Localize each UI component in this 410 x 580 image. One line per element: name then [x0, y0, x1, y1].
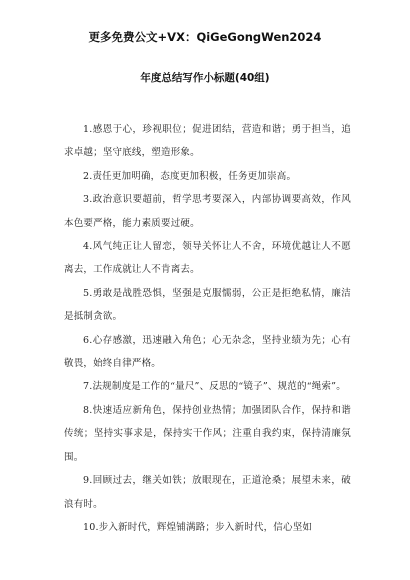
paragraph-item-2: 2.责任更加明确，态度更加积极，任务更加崇高。 — [83, 170, 297, 182]
paragraph-item-7: 7.法规制度是工作的“量尺”、反思的“镜子”、规范的“绳索”。 — [83, 381, 346, 393]
paragraph-item-6: 6.心存感激，迅速融入角色；心无杂念，坚持业绩为先；心有敬畏，始终自律严格。 — [64, 334, 351, 370]
paragraph-item-10: 10.步入新时代，辉煌铺满路；步入新时代，信心坚如 — [83, 521, 313, 533]
paragraph-item-5: 5.勇敢是战胜恐惧，坚强是克服懦弱，公正是拒绝私情，廉洁是抵制贪欲。 — [64, 287, 351, 323]
paragraph-item-1: 1.感恩于心，珍视职位；促进团结，营造和谐；勇于担当，追求卓越；坚守底线，塑造形象。 — [64, 124, 351, 159]
paragraph-item-4: 4.风气纯正让人留恋，领导关怀让人不舍，环境优越让人不愿离去，工作成就让人不肯离去。 — [64, 241, 351, 276]
header-watermark-text: 更多免费公文+VX：QiGeGongWen2024 — [88, 30, 322, 44]
paragraph-item-8: 8.快速适应新角色，保持创业热情；加强团队合作，保持和谐传统；坚持实事求是，保持实干作风；注重自我约束，保持清廉氛围。 — [64, 404, 351, 463]
document-title: 年度总结写作小标题(40组) — [140, 72, 270, 84]
paragraph-item-3: 3.政治意识要超前，哲学思考要深入，内部协调要高效，作风本色要严格，能力素质要过硬。 — [64, 194, 351, 229]
paragraph-item-9: 9.回顾过去，继关如铁；放眼现在，正道沧桑；展望未来，破浪有时。 — [64, 475, 351, 510]
document-body — [64, 118, 351, 539]
